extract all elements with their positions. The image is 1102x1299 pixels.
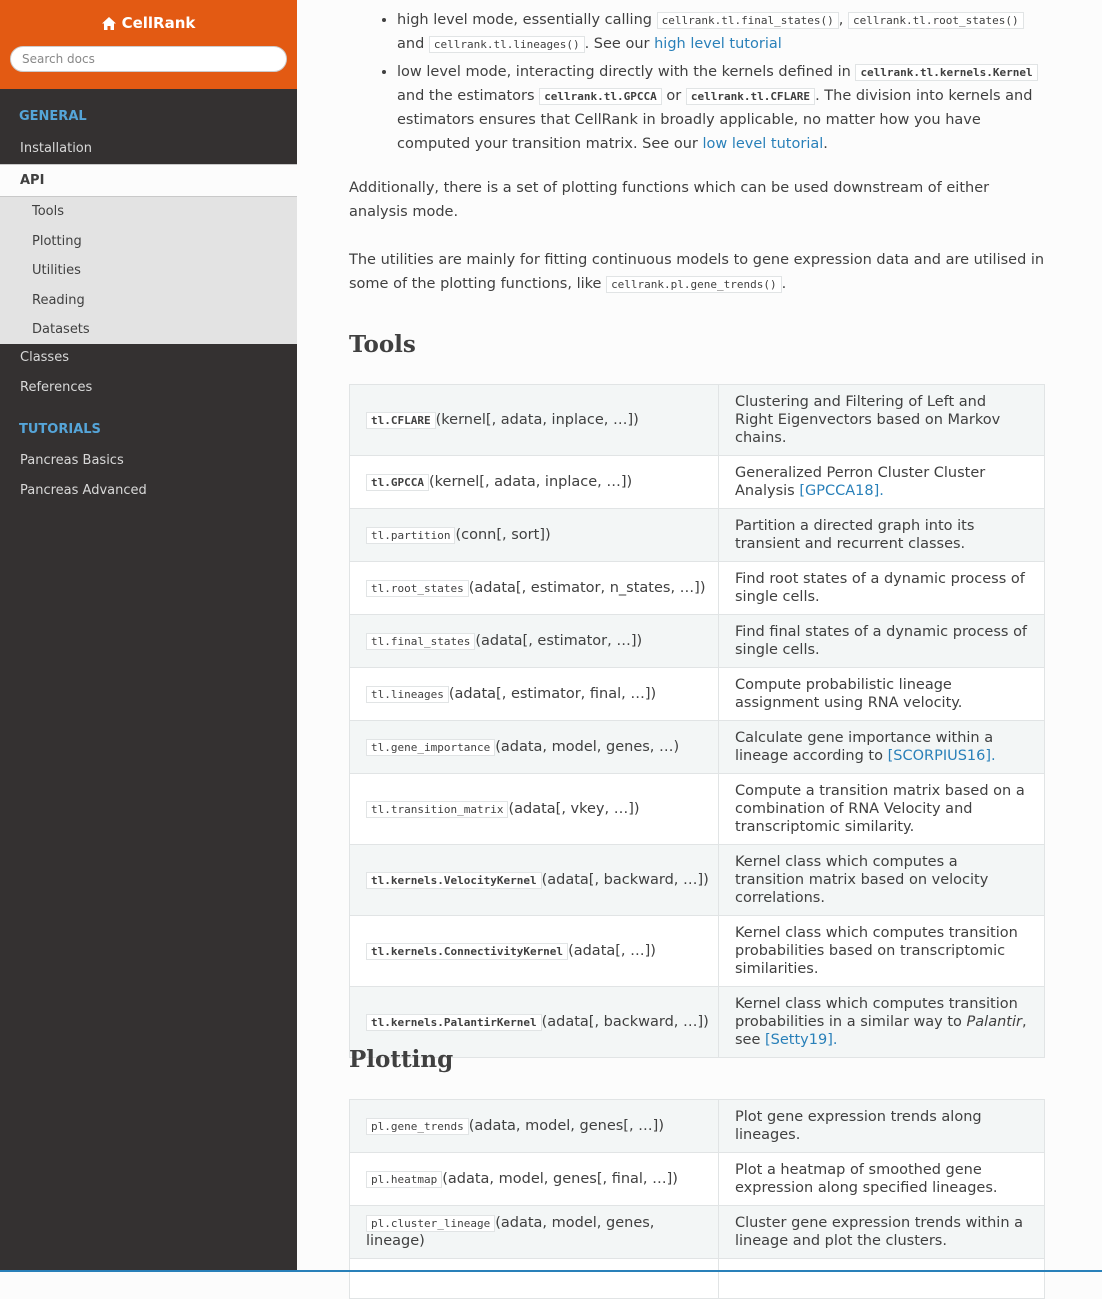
citation-link[interactable]: [Setty19]: [765, 1032, 833, 1048]
list-item-high-level: [397, 8, 1045, 56]
sidebar-current-section: [0, 164, 297, 344]
caption-tutorials: TUTORIALS: [19, 422, 101, 437]
api-link[interactable]: tl.CFLARE: [366, 412, 436, 429]
api-description-cell: [719, 456, 1045, 509]
text: The utilities are mainly for fitting continuous models to gene expression data and are utilised in some of the plotting functions, like: [349, 252, 1045, 292]
api-signature: (adata[, estimator, …]): [475, 633, 643, 649]
api-name-cell: [350, 456, 719, 509]
sidebar-subitem-reading[interactable]: Reading: [32, 292, 85, 308]
api-name-cell: [350, 1100, 719, 1153]
caption-general: GENERAL: [19, 109, 87, 124]
api-description-cell: [719, 1153, 1045, 1206]
api-description: Find final states of a dynamic process of single cells.: [735, 624, 1028, 658]
api-description: Plot gene expression trends along lineages.: [735, 1109, 982, 1143]
api-description: Clustering and Filtering of Left and Right Eigenvectors based on Markov chains.: [735, 394, 1001, 446]
plotting-heading: Plotting: [349, 1046, 454, 1073]
sidebar-subitem-tools[interactable]: Tools: [32, 204, 65, 219]
api-description-cell: [719, 385, 1045, 456]
text: and the estimators: [397, 88, 535, 104]
table-row: [350, 1153, 1045, 1206]
list-item-low-level: [397, 60, 1045, 156]
api-link[interactable]: tl.final_states: [366, 633, 475, 650]
text: ,: [838, 12, 844, 28]
main-content: [349, 0, 1045, 1249]
api-description: Find root states of a dynamic process of single cells.: [735, 571, 1025, 605]
sidebar-subitem-datasets[interactable]: Datasets: [32, 322, 90, 337]
api-signature: (adata, model, genes[, final, …]): [442, 1171, 678, 1187]
api-link[interactable]: tl.kernels.VelocityKernel: [366, 872, 542, 889]
text: . The division into kernels and estimators ensures that CellRank in broadly applicable, no matter how you have computed your transition matrix. See our: [397, 88, 1033, 152]
api-description: Kernel class which computes transition probabilities based on transcriptomic similarities.: [735, 925, 1018, 977]
table-row: [350, 1100, 1045, 1153]
table-row: [350, 509, 1045, 562]
api-link[interactable]: pl.heatmap: [366, 1171, 442, 1188]
api-description-cell: [719, 774, 1045, 845]
api-link[interactable]: tl.kernels.PalantirKernel: [366, 1014, 542, 1031]
brand-name: CellRank: [121, 14, 196, 32]
api-description: Compute a transition matrix based on a combination of RNA Velocity and transcriptomic similarity.: [735, 783, 1025, 835]
sidebar-item-classes[interactable]: Classes: [20, 350, 69, 365]
api-description: Cluster gene expression trends within a lineage and plot the clusters.: [735, 1215, 1024, 1249]
api-link[interactable]: pl.cluster_lineage: [366, 1215, 495, 1232]
table-row: [350, 916, 1045, 987]
code-gpcca[interactable]: cellrank.tl.GPCCA: [539, 88, 662, 105]
api-description: Calculate gene importance within a lineage according to: [735, 730, 994, 764]
code-final-states: cellrank.tl.final_states(): [657, 12, 839, 29]
code-cflare[interactable]: cellrank.tl.CFLARE: [686, 88, 815, 105]
sidebar-item-pancreas-advanced[interactable]: Pancreas Advanced: [20, 483, 147, 498]
text: .: [781, 276, 787, 292]
api-description: Partition a directed graph into its transient and recurrent classes.: [735, 518, 975, 552]
api-description: Plot a heatmap of smoothed gene expression along specified lineages.: [735, 1162, 998, 1196]
table-row: [350, 1259, 1045, 1299]
search-input[interactable]: [10, 46, 287, 72]
api-link[interactable]: tl.GPCCA: [366, 474, 429, 491]
api-name-cell: [350, 774, 719, 845]
api-description-cell: [719, 721, 1045, 774]
table-row: [350, 774, 1045, 845]
api-link[interactable]: tl.root_states: [366, 580, 469, 597]
api-description-cell: [719, 987, 1045, 1058]
table-row: [350, 562, 1045, 615]
table-row: [350, 615, 1045, 668]
table-row: [350, 1206, 1045, 1259]
api-signature: (kernel[, adata, inplace, …]): [428, 474, 633, 490]
sidebar: [0, 0, 297, 1272]
api-description: Compute probabilistic lineage assignment using RNA velocity.: [735, 677, 963, 711]
text: . See our: [584, 36, 650, 52]
api-description-cell: [719, 668, 1045, 721]
api-link[interactable]: tl.lineages: [366, 686, 449, 703]
api-name-cell: [350, 1259, 719, 1299]
api-description: Generalized Perron Cluster Cluster Analysis: [735, 465, 986, 499]
sidebar-header: [0, 0, 297, 89]
text: or: [666, 88, 682, 104]
api-signature: (conn[, sort]): [455, 527, 551, 543]
text: and: [397, 36, 425, 52]
api-description-cell: [719, 509, 1045, 562]
api-description-cell: [719, 1259, 1045, 1299]
api-name-cell: [350, 916, 719, 987]
citation-link[interactable]: [SCORPIUS16]: [887, 748, 992, 764]
table-row: [350, 668, 1045, 721]
api-description-cell: [719, 1100, 1045, 1153]
api-name-cell: [350, 562, 719, 615]
api-description: Kernel class which computes a transition matrix based on velocity correlations.: [735, 854, 989, 906]
table-row: [350, 385, 1045, 456]
citation-tail: .: [879, 483, 884, 499]
table-row: [350, 987, 1045, 1058]
table-row: [350, 456, 1045, 509]
code-lineages: cellrank.tl.lineages(): [429, 36, 585, 53]
sidebar-subitem-utilities[interactable]: Utilities: [32, 263, 81, 278]
sidebar-item-installation[interactable]: Installation: [20, 141, 93, 156]
code-kernel[interactable]: cellrank.tl.kernels.Kernel: [855, 64, 1037, 81]
api-signature: (adata, model, genes, lineage): [366, 1215, 655, 1249]
code-root-states: cellrank.tl.root_states(): [848, 12, 1024, 29]
plotting-table: [349, 1099, 1045, 1299]
api-link[interactable]: pl.gene_trends: [366, 1118, 469, 1135]
api-signature: (adata[, vkey, …]): [508, 801, 640, 817]
api-signature: (adata[, …]): [568, 943, 656, 959]
sidebar-item-references[interactable]: References: [20, 380, 93, 395]
api-link[interactable]: tl.gene_importance: [366, 739, 495, 756]
text: low level mode, interacting directly with the kernels defined in: [397, 64, 851, 80]
citation-tail: .: [832, 1032, 838, 1048]
citation-link[interactable]: [GPCCA18]: [799, 483, 880, 499]
api-name-cell: [350, 615, 719, 668]
api-signature: (adata[, backward, …]): [541, 1014, 709, 1030]
high-level-tutorial-link[interactable]: high level tutorial: [654, 36, 782, 52]
text: , see: [735, 1014, 1027, 1048]
api-description-cell: [719, 916, 1045, 987]
analysis-modes-list: [349, 8, 1045, 156]
api-link[interactable]: tl.kernels.ConnectivityKernel: [366, 943, 568, 960]
api-link[interactable]: tl.partition: [366, 527, 455, 544]
paragraph-plotting-intro: Additionally, there is a set of plotting functions which can be used downstream of either analysis mode.: [349, 180, 990, 220]
api-name-cell: [350, 1153, 719, 1206]
low-level-tutorial-link[interactable]: low level tutorial: [702, 136, 824, 152]
api-signature: (adata[, estimator, final, …]): [448, 686, 657, 702]
api-description-cell: [719, 845, 1045, 916]
home-icon: [102, 17, 116, 30]
table-row: [350, 721, 1045, 774]
api-signature: (adata, model, genes, …): [495, 739, 680, 755]
api-signature: (adata[, backward, …]): [541, 872, 709, 888]
home-link[interactable]: [102, 14, 196, 32]
api-name-cell: [350, 845, 719, 916]
sidebar-item-pancreas-basics[interactable]: Pancreas Basics: [20, 453, 124, 468]
tools-heading: Tools: [349, 331, 416, 358]
text: .: [823, 136, 828, 152]
api-signature: (adata, model, genes[, …]): [468, 1118, 664, 1134]
api-name-cell: [350, 509, 719, 562]
api-signature: (adata[, estimator, n_states, …]): [468, 580, 706, 596]
api-description-cell: [719, 562, 1045, 615]
tools-table: [349, 384, 1045, 1058]
paragraph-utilities-intro: [349, 248, 1045, 296]
emphasis: Palantir: [966, 1014, 1022, 1030]
api-link[interactable]: tl.transition_matrix: [366, 801, 508, 818]
table-row: [350, 845, 1045, 916]
api-name-cell: [350, 721, 719, 774]
api-description-cell: [719, 615, 1045, 668]
api-description-cell: [719, 1206, 1045, 1259]
sidebar-subitem-plotting[interactable]: Plotting: [32, 233, 82, 249]
api-name-cell: [350, 668, 719, 721]
api-name-cell: [350, 385, 719, 456]
api-signature: (kernel[, adata, inplace, …]): [435, 412, 639, 428]
citation-tail: .: [991, 748, 996, 764]
sidebar-item-api[interactable]: API: [0, 164, 297, 197]
code-gene-trends: cellrank.pl.gene_trends(): [606, 276, 782, 293]
api-description: Kernel class which computes transition probabilities in a similar way to: [735, 996, 1018, 1030]
api-name-cell: [350, 1206, 719, 1259]
text: high level mode, essentially calling: [397, 12, 652, 28]
